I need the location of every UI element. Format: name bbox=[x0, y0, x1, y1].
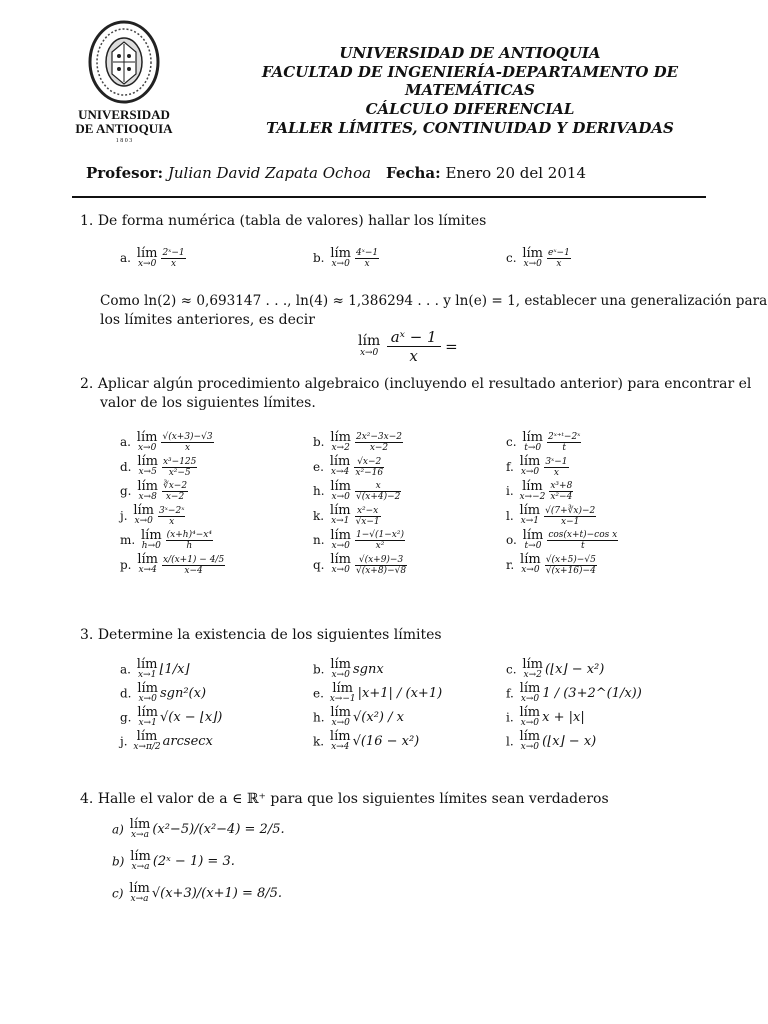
item-label: o. bbox=[506, 533, 521, 547]
lim-subscript: x→0 bbox=[331, 258, 350, 269]
header-faculty-line2: MATEMÁTICAS bbox=[404, 81, 536, 99]
lim-subscript: x→0 bbox=[520, 694, 540, 704]
expression: ⌊1/x⌋ bbox=[159, 662, 190, 677]
lim-operator bbox=[519, 454, 541, 477]
lim-word: lím bbox=[141, 527, 162, 543]
fraction bbox=[544, 457, 568, 478]
denominator: h bbox=[186, 541, 193, 551]
lim-word: lím bbox=[519, 503, 541, 518]
lim-operator bbox=[329, 454, 351, 477]
lim-word: lím bbox=[519, 705, 541, 720]
lim-operator bbox=[522, 657, 544, 680]
item-label: b) bbox=[112, 854, 129, 869]
lim-word: lím bbox=[136, 245, 158, 261]
denominator: x²−4 bbox=[550, 492, 573, 502]
fraction bbox=[162, 555, 225, 576]
fraction bbox=[355, 506, 381, 527]
item-label: a) bbox=[112, 822, 128, 837]
q1-paragraph-line2: los límites anteriores, es decir bbox=[100, 312, 315, 328]
numerator: x³−125 bbox=[162, 456, 197, 467]
q2-number: 2. bbox=[80, 376, 94, 392]
numerator: 3ˣ−2ˣ bbox=[159, 505, 185, 516]
lim-subscript: x→0 bbox=[331, 718, 350, 728]
item-label: g. bbox=[120, 710, 136, 725]
professor-name: Julian David Zapata Ochoa bbox=[167, 164, 372, 182]
lim-subscript: x→8 bbox=[138, 491, 157, 502]
expression: (x²−5)/(x²−4) = 2/5. bbox=[152, 822, 285, 837]
numerator: √(x+5)−√5 bbox=[545, 554, 596, 565]
q1-text: De forma numérica (tabla de valores) hallar los límites bbox=[97, 213, 487, 229]
q2-item-b bbox=[313, 429, 405, 453]
logo-text-line1: UNIVERSIDAD bbox=[78, 107, 170, 122]
numerator: x³+8 bbox=[550, 481, 573, 491]
fraction bbox=[544, 506, 596, 527]
denominator: x bbox=[184, 443, 191, 453]
fraction bbox=[355, 432, 403, 453]
fraction bbox=[161, 248, 185, 269]
item-label: h. bbox=[313, 710, 329, 725]
item-label: c. bbox=[506, 435, 521, 449]
q2-item-m bbox=[120, 527, 215, 551]
expression: arcsecx bbox=[162, 734, 213, 749]
q2-item-r bbox=[506, 552, 599, 576]
q1-item-c bbox=[506, 245, 573, 269]
denominator: x bbox=[169, 516, 175, 527]
general-sub: x→0 bbox=[359, 347, 379, 358]
q1-item-b bbox=[313, 245, 381, 269]
lim-subscript: x→0 bbox=[521, 565, 540, 575]
expression: |x+1| / (x+1) bbox=[357, 686, 443, 701]
q1-item-a bbox=[120, 245, 188, 269]
logo-year: 1 8 0 3 bbox=[115, 138, 133, 144]
item-label: p. bbox=[120, 557, 136, 572]
denominator: √(x+16)−4 bbox=[545, 565, 596, 576]
item-label: b. bbox=[313, 662, 329, 677]
professor-line bbox=[86, 164, 371, 182]
lim-subscript: x→1 bbox=[520, 516, 539, 526]
lim-word: lím bbox=[329, 729, 351, 744]
lim-operator bbox=[329, 729, 351, 752]
expression: (⌊x⌋ − x) bbox=[542, 734, 597, 749]
expression: (2ˣ − 1) = 3. bbox=[152, 854, 235, 869]
fraction bbox=[547, 248, 571, 269]
denominator: x bbox=[556, 259, 562, 269]
q2-statement bbox=[80, 375, 752, 413]
lim-word: lím bbox=[137, 454, 158, 469]
q1-number: 1. bbox=[80, 213, 94, 229]
q1-general-limit bbox=[356, 328, 458, 365]
lim-subscript: t→0 bbox=[524, 540, 542, 551]
lim-operator bbox=[129, 881, 150, 904]
item-label: j. bbox=[120, 734, 132, 749]
lim-subscript: x→0 bbox=[138, 694, 157, 704]
lim-subscript: x→0 bbox=[520, 742, 539, 752]
lim-operator bbox=[136, 657, 158, 680]
item-label: f. bbox=[506, 686, 518, 701]
denominator: √x−1 bbox=[355, 516, 380, 527]
denominator: x−4 bbox=[184, 565, 203, 576]
q1-statement bbox=[80, 212, 486, 231]
item-label: e. bbox=[313, 686, 328, 701]
expression: √(x − ⌊x⌋) bbox=[159, 710, 223, 725]
lim-operator bbox=[329, 681, 356, 704]
numerator: 3ˣ−1 bbox=[545, 456, 568, 467]
lim-operator bbox=[129, 817, 151, 840]
lim-operator bbox=[520, 552, 541, 575]
lim-subscript: x→0 bbox=[137, 258, 157, 269]
q4-item-b bbox=[112, 849, 235, 872]
header-course: CÁLCULO DIFERENCIAL bbox=[365, 100, 575, 118]
denominator: x−2 bbox=[369, 443, 389, 453]
q2-item-e bbox=[313, 454, 386, 478]
q2-text-line2: valor de los siguientes límites. bbox=[100, 395, 316, 411]
numerator: √(7+∛x)−2 bbox=[545, 505, 596, 516]
expression: sgn²(x) bbox=[159, 686, 207, 701]
lim-operator bbox=[519, 478, 546, 502]
denominator: x bbox=[364, 259, 370, 269]
lim-operator bbox=[330, 478, 352, 502]
lim-operator bbox=[330, 705, 352, 728]
lim-subscript: x→0 bbox=[137, 442, 157, 453]
lim-subscript: x→−2 bbox=[519, 491, 546, 502]
fraction bbox=[355, 555, 407, 576]
q4-item-c bbox=[112, 881, 283, 904]
lim-word: lím bbox=[519, 729, 541, 744]
lim-operator bbox=[137, 681, 158, 704]
fraction bbox=[549, 481, 573, 502]
lim-word: lím bbox=[133, 503, 155, 518]
lim-subscript: x→0 bbox=[520, 718, 539, 728]
q3-statement bbox=[80, 626, 442, 645]
lim-subscript: x→0 bbox=[331, 491, 350, 502]
denominator: x²−16 bbox=[355, 467, 384, 478]
lim-word: lím bbox=[330, 429, 351, 445]
q1-paragraph-line1: Como ln(2) ≈ 0,693147 . . ., ln(4) ≈ 1,386294 . . . y ln(e) = 1, establecer una generalización para bbox=[100, 293, 768, 309]
item-label: c. bbox=[506, 251, 521, 265]
fraction bbox=[355, 530, 405, 551]
lim-subscript: x→2 bbox=[523, 670, 542, 680]
lim-subscript: x→2 bbox=[331, 442, 350, 453]
lim-word: lím bbox=[522, 527, 544, 543]
q2-item-n bbox=[313, 527, 407, 551]
lim-word: lím bbox=[522, 245, 544, 261]
numerator: (x+h)⁴−x⁴ bbox=[166, 530, 212, 540]
lim-operator bbox=[519, 729, 541, 752]
numerator: 1−√(1−x²) bbox=[356, 530, 404, 540]
numerator: 2ˣ⁺ᵗ−2ˣ bbox=[548, 432, 581, 442]
q1-paragraph bbox=[100, 292, 768, 330]
item-label: k. bbox=[313, 734, 328, 749]
q3-text: Determine la existencia de los siguientes límites bbox=[97, 627, 442, 643]
denominator: x²−5 bbox=[168, 467, 191, 478]
q4-text: Halle el valor de a ∈ ℝ⁺ para que los siguientes límites sean verdaderos bbox=[97, 791, 609, 807]
lim-subscript: x→0 bbox=[134, 516, 153, 526]
item-label: b. bbox=[313, 435, 329, 449]
q4-item-a bbox=[112, 817, 285, 840]
q2-item-o bbox=[506, 527, 620, 551]
lim-word: lím bbox=[136, 429, 158, 445]
q2-item-k bbox=[313, 503, 383, 527]
q3-item-c bbox=[506, 657, 605, 680]
lim-subscript: x→π/2 bbox=[133, 742, 161, 752]
numerator: 2ˣ−1 bbox=[162, 248, 185, 258]
q3-item-a bbox=[120, 657, 190, 680]
item-label: q. bbox=[313, 557, 329, 572]
lim-subscript: x→0 bbox=[523, 258, 542, 269]
numerator: √x−2 bbox=[354, 457, 384, 468]
lim-operator bbox=[137, 454, 158, 477]
q4-statement bbox=[80, 790, 609, 809]
header-faculty-line1: FACULTAD DE INGENIERÍA-DEPARTAMENTO DE bbox=[261, 63, 679, 81]
q2-item-f bbox=[506, 454, 571, 478]
q2-item-a bbox=[120, 429, 216, 453]
general-equals: = bbox=[445, 337, 458, 356]
lim-word: lím bbox=[330, 478, 352, 494]
numerator: cos(x+t)−cos x bbox=[548, 530, 618, 540]
lim-word: lím bbox=[330, 657, 351, 672]
q2-item-l bbox=[506, 503, 598, 527]
item-label: j. bbox=[120, 508, 132, 523]
lim-word: lím bbox=[330, 705, 352, 720]
numerator: x/(x+1) − 4/5 bbox=[162, 554, 225, 565]
lim-subscript: x→−1 bbox=[329, 694, 356, 704]
numerator: √(x+9)−3 bbox=[355, 555, 407, 566]
lim-word: lím bbox=[332, 681, 353, 696]
item-label: a. bbox=[120, 662, 135, 677]
q2-text-line1: Aplicar algún procedimiento algebraico (incluyendo el resultado anterior) para encontrar el bbox=[97, 376, 752, 392]
lim-word: lím bbox=[137, 705, 158, 720]
q3-item-j bbox=[120, 729, 213, 752]
item-label: b. bbox=[313, 251, 329, 265]
q2-item-j bbox=[120, 503, 187, 527]
lim-word: lím bbox=[129, 817, 151, 832]
logo-text-line2: DE ANTIOQUIA bbox=[75, 121, 173, 136]
q2-item-i bbox=[506, 478, 575, 502]
lim-operator bbox=[136, 245, 158, 269]
lim-subscript: x→0 bbox=[331, 565, 350, 575]
fraction bbox=[162, 481, 188, 502]
lim-word: lím bbox=[130, 849, 151, 864]
lim-word: lím bbox=[329, 454, 351, 469]
lim-subscript: x→a bbox=[130, 830, 149, 840]
lim-word: lím bbox=[137, 478, 158, 494]
lim-operator bbox=[133, 503, 155, 526]
q3-item-d bbox=[120, 681, 207, 704]
denominator: t bbox=[562, 443, 566, 453]
denominator: √(x+4)−2 bbox=[356, 492, 401, 502]
lim-word: lím bbox=[136, 729, 158, 744]
item-label: e. bbox=[313, 459, 328, 474]
date-value: Enero 20 del 2014 bbox=[445, 164, 586, 182]
q2-item-q bbox=[313, 552, 409, 576]
lim-subscript: x→a bbox=[130, 894, 149, 904]
lim-word: lím bbox=[330, 552, 351, 567]
header-divider bbox=[72, 196, 706, 198]
lim-operator bbox=[130, 849, 151, 872]
expression: sgnx bbox=[352, 662, 384, 677]
general-numerator: aˣ − 1 bbox=[387, 328, 441, 347]
item-label: m. bbox=[120, 533, 140, 547]
expression: √(16 − x²) bbox=[352, 734, 420, 749]
fraction bbox=[161, 432, 213, 453]
denominator: x² bbox=[375, 541, 385, 551]
fraction bbox=[162, 457, 197, 478]
lim-operator bbox=[330, 657, 351, 680]
lim-operator bbox=[522, 429, 544, 453]
numerator: 2x²−3x−2 bbox=[355, 432, 402, 442]
lim-subscript: x→5 bbox=[138, 467, 157, 477]
denominator: x bbox=[171, 259, 177, 269]
lim-word: lím bbox=[519, 681, 541, 696]
lim-operator bbox=[330, 527, 352, 551]
denominator: x−1 bbox=[561, 516, 580, 527]
lim-operator bbox=[519, 705, 541, 728]
expression: √(x+3)/(x+1) = 8/5. bbox=[151, 886, 283, 901]
lim-word: lím bbox=[330, 527, 352, 543]
expression: 1 / (3+2^(1/x)) bbox=[542, 686, 642, 701]
header-workshop: TALLER LÍMITES, CONTINUIDAD Y DERIVADAS bbox=[266, 119, 674, 137]
lim-word: lím bbox=[137, 552, 158, 567]
lim-operator bbox=[137, 552, 158, 575]
item-label: n. bbox=[313, 533, 329, 547]
lim-word: lím bbox=[136, 657, 158, 672]
item-label: g. bbox=[120, 484, 136, 498]
item-label: a. bbox=[120, 435, 135, 449]
q2-item-d bbox=[120, 454, 199, 478]
item-label: l. bbox=[506, 734, 518, 749]
q4-number: 4. bbox=[80, 791, 94, 807]
fraction bbox=[545, 555, 597, 576]
denominator: √(x+8)−√8 bbox=[355, 565, 407, 576]
lim-subscript: x→0 bbox=[331, 540, 350, 551]
lim-subscript: x→1 bbox=[331, 516, 350, 526]
fraction bbox=[355, 248, 379, 269]
lim-operator bbox=[137, 478, 158, 502]
q3-item-b bbox=[313, 657, 384, 680]
expression: √(x²) / x bbox=[353, 710, 404, 725]
lim-word: lím bbox=[522, 657, 544, 672]
item-label: i. bbox=[506, 484, 518, 498]
fraction bbox=[166, 530, 213, 551]
lim-operator bbox=[330, 552, 351, 575]
lim-operator bbox=[330, 245, 351, 269]
date-line bbox=[386, 164, 586, 182]
item-label: c. bbox=[506, 662, 521, 677]
numerator: x bbox=[355, 481, 401, 492]
lim-word: lím bbox=[522, 429, 544, 445]
lim-subscript: x→4 bbox=[138, 565, 157, 575]
q3-item-k bbox=[313, 729, 420, 752]
date-label: Fecha: bbox=[386, 164, 441, 182]
item-label: k. bbox=[313, 508, 328, 523]
lim-subscript: x→0 bbox=[331, 670, 350, 680]
expression: (⌊x⌋ − x²) bbox=[545, 662, 605, 677]
lim-operator bbox=[330, 429, 351, 453]
q3-item-l bbox=[506, 729, 597, 752]
professor-label: Profesor: bbox=[86, 164, 164, 182]
lim-word: lím bbox=[137, 681, 158, 696]
q3-item-e bbox=[313, 681, 443, 704]
fraction bbox=[355, 481, 401, 502]
fraction bbox=[547, 530, 618, 551]
q2-item-g bbox=[120, 478, 190, 502]
numerator: x²−x bbox=[355, 506, 381, 517]
lim-word: lím bbox=[519, 454, 541, 469]
lim-operator bbox=[519, 503, 541, 526]
lim-word: lím bbox=[330, 245, 351, 261]
lim-subscript: x→1 bbox=[137, 670, 157, 680]
lim-word: lím bbox=[129, 881, 150, 896]
university-logo bbox=[72, 12, 176, 150]
q3-number: 3. bbox=[80, 627, 94, 643]
lim-word: lím bbox=[522, 478, 543, 494]
q3-item-i bbox=[506, 705, 585, 728]
q2-item-h bbox=[313, 478, 403, 502]
denominator: t bbox=[580, 541, 585, 551]
denominator: x−2 bbox=[165, 492, 185, 502]
item-label: r. bbox=[506, 557, 519, 572]
lim-operator bbox=[137, 705, 158, 728]
numerator: eˣ−1 bbox=[548, 248, 570, 258]
lim-operator bbox=[141, 527, 162, 551]
lim-operator bbox=[136, 429, 158, 453]
lim-subscript: x→0 bbox=[520, 467, 540, 477]
lim-operator bbox=[329, 503, 351, 526]
item-label: f. bbox=[506, 459, 518, 474]
expression: x + |x| bbox=[542, 710, 585, 725]
lim-subscript: x→4 bbox=[330, 467, 350, 477]
q2-item-c bbox=[506, 429, 583, 453]
lim-word: lím bbox=[520, 552, 541, 567]
denominator: x bbox=[553, 467, 559, 478]
numerator: √(x+3)−√3 bbox=[162, 432, 213, 442]
item-label: c) bbox=[112, 886, 128, 901]
lim-subscript: x→a bbox=[131, 862, 150, 872]
lim-operator bbox=[519, 681, 541, 704]
q3-item-h bbox=[313, 705, 404, 728]
item-label: d. bbox=[120, 459, 136, 474]
general-denominator: x bbox=[409, 347, 418, 365]
lim-word: lím bbox=[358, 332, 381, 349]
lim-operator bbox=[133, 729, 161, 752]
item-label: h. bbox=[313, 484, 329, 498]
item-label: d. bbox=[120, 686, 136, 701]
q2-item-p bbox=[120, 552, 227, 576]
fraction bbox=[158, 506, 185, 527]
q3-item-g bbox=[120, 705, 223, 728]
header-university: UNIVERSIDAD DE ANTIOQUIA bbox=[339, 44, 601, 62]
fraction bbox=[354, 457, 384, 478]
item-label: i. bbox=[506, 710, 518, 725]
numerator: ∛x−2 bbox=[162, 481, 188, 491]
item-label: a. bbox=[120, 251, 135, 265]
item-label: l. bbox=[506, 508, 518, 523]
lim-subscript: x→4 bbox=[331, 742, 350, 752]
lim-word: lím bbox=[329, 503, 351, 518]
lim-subscript: x→1 bbox=[138, 718, 157, 728]
lim-operator bbox=[522, 245, 544, 269]
q3-item-f bbox=[506, 681, 642, 704]
numerator: 4ˣ−1 bbox=[355, 248, 379, 258]
fraction bbox=[547, 432, 581, 453]
lim-operator bbox=[522, 527, 544, 551]
lim-subscript: t→0 bbox=[524, 442, 542, 453]
lim-subscript: h→0 bbox=[141, 540, 161, 551]
